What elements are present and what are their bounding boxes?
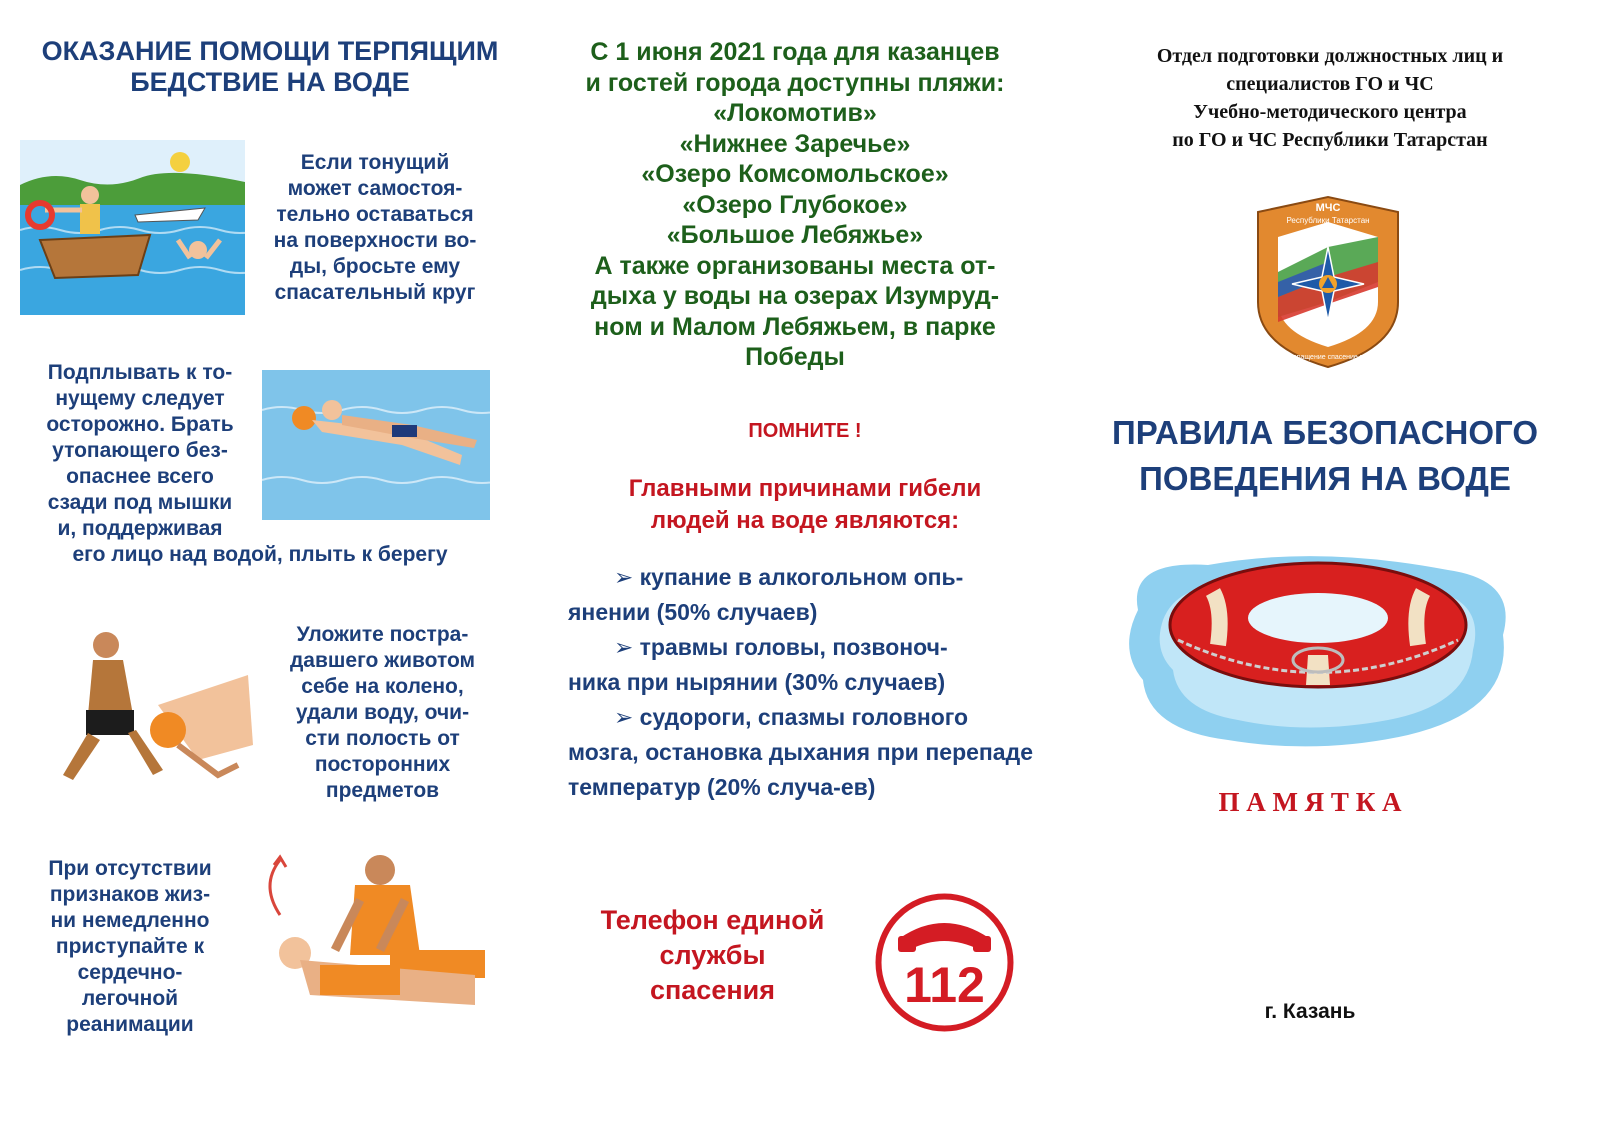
phone-112-icon (872, 890, 1017, 1035)
towing-swimmer-illustration (262, 370, 490, 520)
tip-approach-tail: его лицо над водой, плыть к берегу (72, 543, 448, 566)
cause-item: ➢ травмы головы, позвоноч- ника при нырянии (30% случаев) (568, 634, 948, 695)
life-ring-illustration (1118, 540, 1518, 755)
tip-start-cpr: При отсутствии признаков жиз- ни немедленно приступайте к сердечно- легочной реанимации (48, 857, 212, 1036)
left-title-text: ОКАЗАНИЕ ПОМОЩИ ТЕРПЯЩИМ БЕДСТВИЕ НА ВОДЕ (41, 36, 499, 97)
city-label: г. Казань (1264, 1000, 1356, 1023)
department-heading: Отдел подготовки должностных лиц и специалистов ГО и ЧС Учебно-методического центра по ГО и ЧС Республики Татарстан (1156, 45, 1504, 151)
rescue-boat-illustration (20, 140, 245, 315)
brochure-title: ПРАВИЛА БЕЗОПАСНОГО ПОВЕДЕНИЯ НА ВОДЕ (1111, 414, 1538, 497)
emblem-sub-text: Республики Татарстан (1286, 216, 1370, 225)
cpr-illustration (240, 845, 495, 1015)
remember-label: ПОМНИТЕ ! (748, 420, 862, 442)
tip-approach-carefully: Подплывать к то- нущему следует осторожно. Брать утопающего без- опаснее всего сзади под мышки и, поддерживая (46, 361, 234, 540)
causes-list (568, 560, 1033, 805)
cause-item: ➢ судороги, спазмы головного мозга, остановка дыхания при перепаде температур (20% случа-ев) (568, 704, 1033, 800)
cause-item: ➢ купание в алкогольном опь- янении (50% случаев) (568, 564, 964, 625)
tip-remove-water: Уложите постра- давшего животом себе на колено, удали воду, очи- сти полость от посторонних предметов (289, 623, 476, 802)
emblem-top-text: МЧС (1315, 202, 1341, 214)
causes-title: Главными причинами гибели людей на воде являются: (628, 475, 982, 534)
water-removal-illustration (38, 615, 263, 785)
tip-throw-ring: Если тонущий может самостоя- тельно оставаться на поверхности во- ды, бросьте ему спасательный круг (273, 151, 477, 304)
phone-number: 112 (904, 957, 985, 1013)
phone-label: Телефон единой службы спасения (600, 905, 825, 1005)
left-column-title (0, 36, 540, 98)
memo-label: П А М Я Т К А (1218, 787, 1402, 817)
beaches-block: С 1 июня 2021 года для казанцев и гостей города доступны пляжи: «Локомотив» «Нижнее Заречье» «Озеро Комсомольское» «Озеро Глубокое» «Большое Лебяжье» А также организованы места от- дыха у воды на озерах Изумруд- ном и Малом Лебяжьем, в парке Победы (585, 38, 1005, 371)
emblem-bottom-text: предотвращение спасение помощь (1270, 354, 1386, 361)
mchs-emblem (1248, 192, 1408, 372)
